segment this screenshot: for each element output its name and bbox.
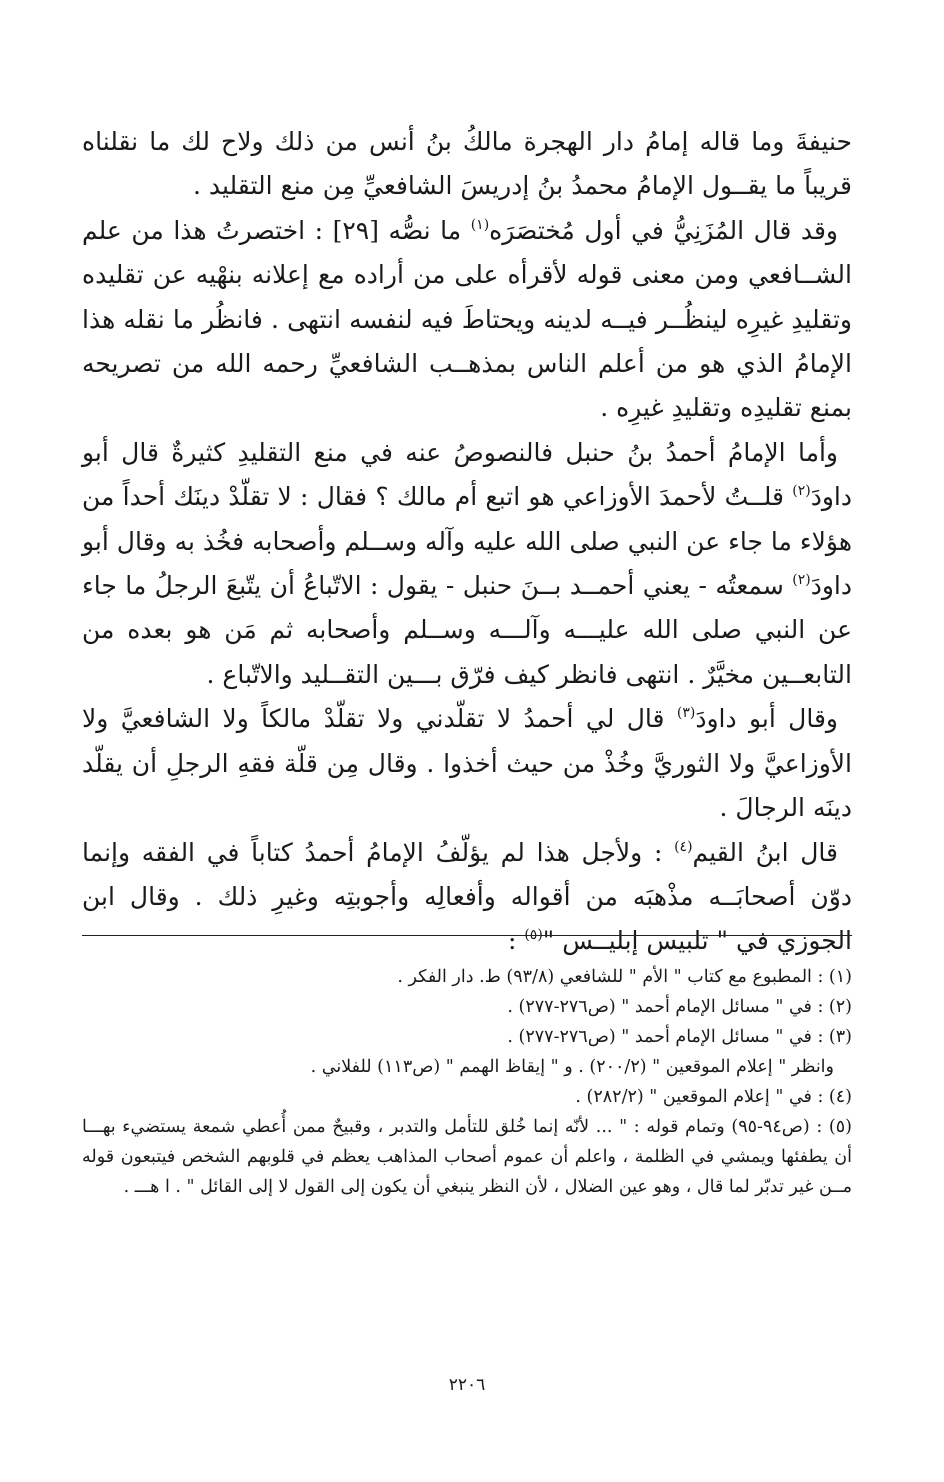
footnotes — [82, 962, 852, 1202]
paragraph-1-text: حنيفةَ وما قاله إمامُ دار الهجرة مالكُ بنُ أنس من ذلك ولاح لك ما نقلناه قريباً ما يقــول الإمامُ محمدُ بنُ إدريسَ الشافعيِّ مِن منع التقليد . — [82, 127, 852, 201]
paragraph-2-text-a: وقد قال المُزَنِيُّ في أول مُختصَرَه — [489, 215, 838, 245]
paragraph-5-text-a: قال ابنُ القيم — [692, 837, 838, 867]
page-number: ٢٢٠٦ — [448, 1375, 486, 1395]
paragraph-2-text-b: ما نصُّه [٢٩] : اختصرتُ هذا من علم الشــافعي ومن معنى قوله لأقرأه على من أراده مع إعلانه بنهْيه عن تقليده وتقليدِ غيرِه لينظُــر فيــه لدينه ويحتاطَ فيه لنفسه انتهى . فانظُر ما نقله هذا الإمامُ الذي هو من أعلم الناس بمذهــب الشافعيِّ رحمه الله من تصريحه بمنع تقليدِه وتقليدِ غيرِه . — [82, 215, 852, 423]
paragraph-5-text-b: : ولأجل هذا لم يؤلّفُ الإمامُ أحمدُ كتاباً في الفقه وإنما دوّن أصحابَــه مذْهبَه من أقواله وأفعالِه وأجوبتِه وغيرِ ذلك . وقال ابن الجوزي في " تلبيس إبليــس " — [82, 837, 852, 956]
footnote-divider — [82, 935, 852, 936]
paragraph-3-text-a: وأما الإمامُ أحمدُ بنُ حنبل فالنصوصُ عنه في منع التقليدِ كثيرةٌ قال أبو داودَ — [82, 437, 852, 512]
main-text — [82, 120, 852, 964]
paragraph-4-text-a: وقال أبو داودَ — [695, 704, 838, 734]
footnote-4: (٤) : في " إعلام الموقعين " (٢٨٢/٢) . — [575, 1087, 852, 1107]
paragraph-4 — [82, 697, 852, 830]
footnote-ref-3: (٣) — [676, 705, 696, 722]
paragraph-3-text-b: قلــتُ لأحمدَ الأوزاعي هو اتبع أم مالك ؟ فقال : لا تقلّدْ دينَك أحداً من هؤلاء ما جاء عن النبي صلى الله عليه وآله وســلم وأصحابه فخُذ به وقال أبو داودَ — [82, 482, 852, 601]
paragraph-3 — [82, 431, 852, 697]
paragraph-2 — [82, 209, 852, 431]
footnote-ref-5: (٥) — [524, 927, 543, 944]
page — [82, 120, 852, 1440]
footnote-5: (٥) : (ص٩٤-٩٥) وتمام قوله : " ... لأنّه إنما خُلق للتأمل والتدبر ، وقبيحٌ ممن أُعطي شمعة يستضيء بهـــا أن يطفئها ويمشي في الظلمة ، واعلم أن عموم أصحاب المذاهب يعظم في قلوبهم الشخص فيتبعون قوله مــن غير تدبّر لما قال ، وهو عين الضلال ، لأن النظر ينبغي أن يكون إلى القول لا إلى القائل " . ا هـــ . — [82, 1117, 852, 1197]
paragraph-1 — [82, 120, 852, 209]
footnote-1: (١) : المطبوع مع كتاب " الأم " للشافعي (٩٣/٨) ط. دار الفكر . — [397, 967, 852, 987]
footnote-ref-1: (١) — [470, 216, 490, 233]
footnote-3: (٣) : في " مسائل الإمام أحمد " (ص٢٧٦-٢٧٧) . — [507, 1027, 852, 1047]
footnote-ref-2a: (٢) — [792, 483, 811, 500]
paragraph-3-text-c: سمعتُه - يعني أحمــد بــنَ حنبل - يقول : الاتّباعُ أن يتّبعَ الرجلُ ما جاء عن النبي صلى الله عليـــه وآلـــه وســلم وأصحابه ثم مَن هو بعده من التابعــين مخيَّرٌ . انتهى فانظر كيف فرّق بـــين التقــليد والاتّباع . — [82, 571, 852, 689]
footnote-3-continuation: وانظر " إعلام الموقعين " (٢٠٠/٢) . و " إيقاظ الهمم " (ص١١٣) للفلاني . — [310, 1057, 834, 1077]
footnote-2: (٢) : في " مسائل الإمام أحمد " (ص٢٧٦-٢٧٧) . — [507, 997, 852, 1017]
paragraph-5 — [82, 831, 852, 964]
footnote-ref-4: (٤) — [674, 838, 693, 855]
footnote-ref-2b: (٢) — [792, 572, 811, 589]
paragraph-4-text-b: قال لي أحمدُ لا تقلّدني ولا تقلّدْ مالكاً ولا الشافعيَّ ولا الأوزاعيَّ ولا الثوريَّ وخُذْ من حيث أخذوا . وقال مِن قلّة فقهِ الرجلِ أن يقلّد دينَه الرجالَ . — [82, 704, 852, 823]
paragraph-5-text-c: : — [507, 926, 525, 956]
